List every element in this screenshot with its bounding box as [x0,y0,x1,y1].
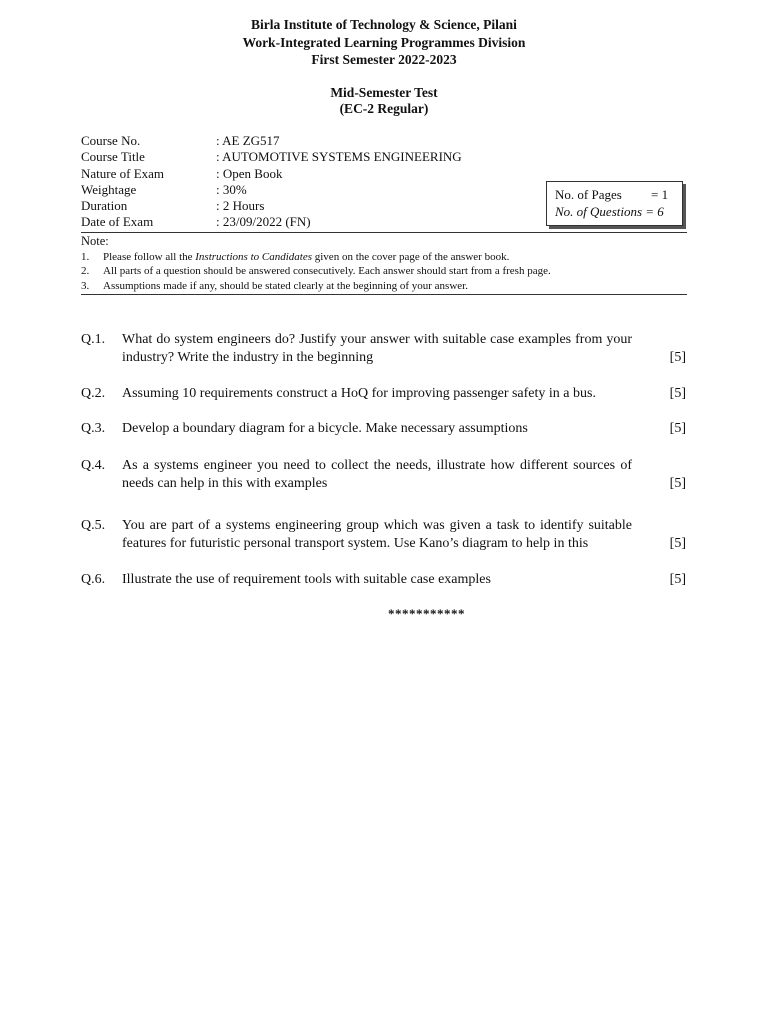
question-5 [81,517,686,553]
note-number: 1. [81,251,90,263]
question-marks: [5] [669,386,686,401]
questions-count: No. of Questions = 6 [555,204,664,219]
question-marks: [5] [669,350,686,365]
info-value: : Open Book [216,166,283,181]
note-text-post: given on the cover page of the answer book. [312,251,510,263]
question-text: You are part of a systems engineering group which was given a task to identify suitable features for futuristic personal transport system. Use Kano’s diagram to help in this [122,518,632,551]
pages-value: = 1 [651,187,669,202]
question-marks: [5] [669,421,686,436]
question-marks: [5] [669,476,686,491]
question-marks: [5] [669,536,686,551]
note-text-pre: Please follow all the [103,251,196,263]
question-text: Assuming 10 requirements construct a HoQ for improving passenger safety in a bus. [122,386,596,401]
question-number: Q.5. [81,518,106,533]
question-number: Q.6. [81,572,106,587]
test-title: Mid-Semester Test [330,85,438,100]
note-text [103,250,509,264]
question-number: Q.4. [81,458,106,473]
question-marks: [5] [669,572,686,587]
note-text-emphasis: Instructions to Candidates [195,251,312,263]
question-text: What do system engineers do? Justify your answer with suitable case examples from your industry? Write the industry in the beginning [122,332,632,365]
info-label: Nature of Exam [81,166,165,181]
question-number: Q.2. [81,386,106,401]
semester-title: First Semester 2022-2023 [311,52,457,67]
note-text: Assumptions made if any, should be stated clearly at the beginning of your answer. [103,280,468,292]
divider-top [81,232,687,233]
info-value: : AUTOMOTIVE SYSTEMS ENGINEERING [216,149,462,164]
info-value: : AE ZG517 [216,133,280,148]
question-text: As a systems engineer you need to collect the needs, illustrate how different sources of needs can help in this with examples [122,458,632,491]
question-number: Q.3. [81,421,106,436]
note-number: 3. [81,280,90,292]
info-label: Course Title [81,149,145,164]
question-text: Develop a boundary diagram for a bicycle. Make necessary assumptions [122,421,528,436]
info-value: : 2 Hours [216,198,265,213]
note-text: All parts of a question should be answered consecutively. Each answer should start from a fresh page. [103,265,551,277]
question-1 [81,331,686,367]
end-marker: *********** [388,606,465,621]
info-value: : 23/09/2022 (FN) [216,214,311,229]
question-3 [81,420,686,438]
info-label: Weightage [81,182,137,197]
institute-name: Birla Institute of Technology & Science, Pilani [251,17,517,32]
info-label: Duration [81,198,128,213]
info-label: Course No. [81,133,141,148]
pages-label: No. of Pages [555,187,622,202]
test-type: (EC-2 Regular) [339,101,429,116]
info-label: Date of Exam [81,214,154,229]
divider-bottom [81,294,687,295]
info-value: : 30% [216,182,247,197]
question-2 [81,385,686,403]
question-text: Illustrate the use of requirement tools with suitable case examples [122,572,491,587]
pages-questions-box [546,181,683,226]
question-number: Q.1. [81,332,106,347]
question-4 [81,457,686,493]
division-name: Work-Integrated Learning Programmes Division [242,35,526,50]
note-title: Note: [81,234,109,248]
question-6 [81,571,686,589]
note-number: 2. [81,265,90,277]
